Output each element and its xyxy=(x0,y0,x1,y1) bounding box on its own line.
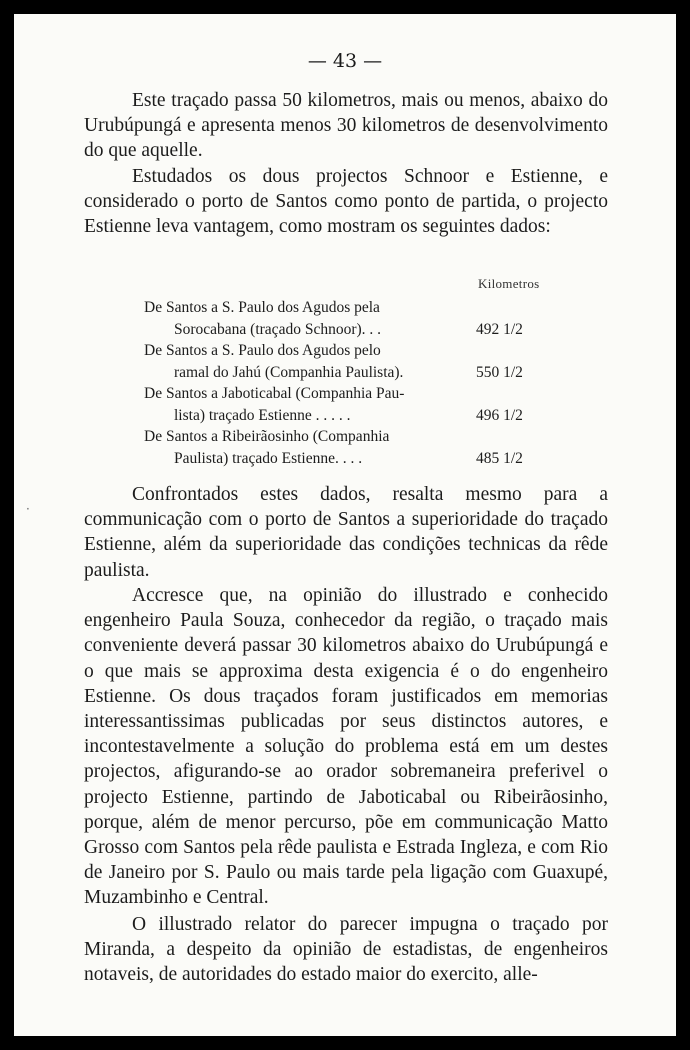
paragraph-3-text: Confrontados estes dados, resalta mesmo para a communicação com o porto de Santos a superioridade do traçado Estienne, além da superioridade das condições technicas da rêde paulista. xyxy=(84,484,608,581)
table-row xyxy=(144,297,564,340)
table-unit-label: Kilometros xyxy=(478,276,540,291)
paragraph-4 xyxy=(84,583,608,911)
route-line-2: lista) traçado Estienne . . . . . xyxy=(174,406,351,424)
distance-value: 492 1/2 xyxy=(476,320,523,338)
distance-value: 496 1/2 xyxy=(476,406,523,424)
route-line-1: De Santos a S. Paulo dos Agudos pelo xyxy=(144,342,381,359)
page-number: — 43 — xyxy=(307,50,383,72)
route-line-2: Sorocabana (traçado Schnoor). . . xyxy=(174,320,382,338)
table-row xyxy=(144,383,564,426)
route-description xyxy=(144,383,460,426)
paragraph-2 xyxy=(84,164,608,240)
paragraph-1-text: Este traçado passa 50 kilometros, mais ou menos, abaixo do Urubúpungá e apresenta menos 30 kilometros de desenvolvimento do que aquelle. xyxy=(84,90,608,162)
route-line-1: De Santos a S. Paulo dos Agudos pela xyxy=(144,299,380,316)
paragraph-4-text: Accresce que, na opinião do illustrado e conhecido engenheiro Paula Souza, conhecedor da região, o traçado mais conveniente deverá passar 30 kilometros abaixo do Urubúpungá e o que mais se approxima desta exigencia é o do engenheiro Estienne. Os dous traçados foram justificados em memorias interessantissimas publicadas por seus distinctos autores, e incontestavelmente a solução do problema está em um destes projectos, afigurando-se ao orador sobremaneira preferivel o projecto Estienne, partindo de Jaboticabal ou Ribeirãosinho, porque, além de menor percurso, põe em communicação Matto Grosso com Santos pela rêde paulista e Estrada Ingleza, e com Rio de Janeiro por S. Paulo ou mais tarde pela ligação com Guaxupé, Muzambinho e Central. xyxy=(84,585,608,909)
table-row xyxy=(144,426,564,469)
book-page xyxy=(14,14,676,1036)
distance-value: 550 1/2 xyxy=(476,363,523,381)
route-description xyxy=(144,297,460,340)
paragraph-5-text: O illustrado relator do parecer impugna o traçado por Miranda, a despeito da opinião de estadistas, de engenheiros notaveis, de autoridades do estado maior do exercito, alle- xyxy=(84,914,608,986)
margin-speck: · xyxy=(26,502,30,516)
paragraph-1 xyxy=(84,88,608,164)
distance-table xyxy=(144,297,564,469)
route-description xyxy=(144,426,460,469)
distance-value: 485 1/2 xyxy=(476,449,523,467)
paragraph-5 xyxy=(84,912,608,988)
route-line-1: De Santos a Jaboticabal (Companhia Pau- xyxy=(144,385,405,402)
route-line-1: De Santos a Ribeirãosinho (Companhia xyxy=(144,428,390,445)
route-line-2: ramal do Jahú (Companhia Paulista). xyxy=(174,363,404,381)
route-line-2: Paulista) traçado Estienne. . . . xyxy=(174,449,363,467)
paragraph-3 xyxy=(84,482,608,583)
paragraph-2-text: Estudados os dous projectos Schnoor e Estienne, e considerado o porto de Santos como ponto de partida, o projecto Estienne leva vantagem, como mostram os seguintes dados: xyxy=(84,166,608,238)
route-description xyxy=(144,340,460,383)
table-row xyxy=(144,340,564,383)
